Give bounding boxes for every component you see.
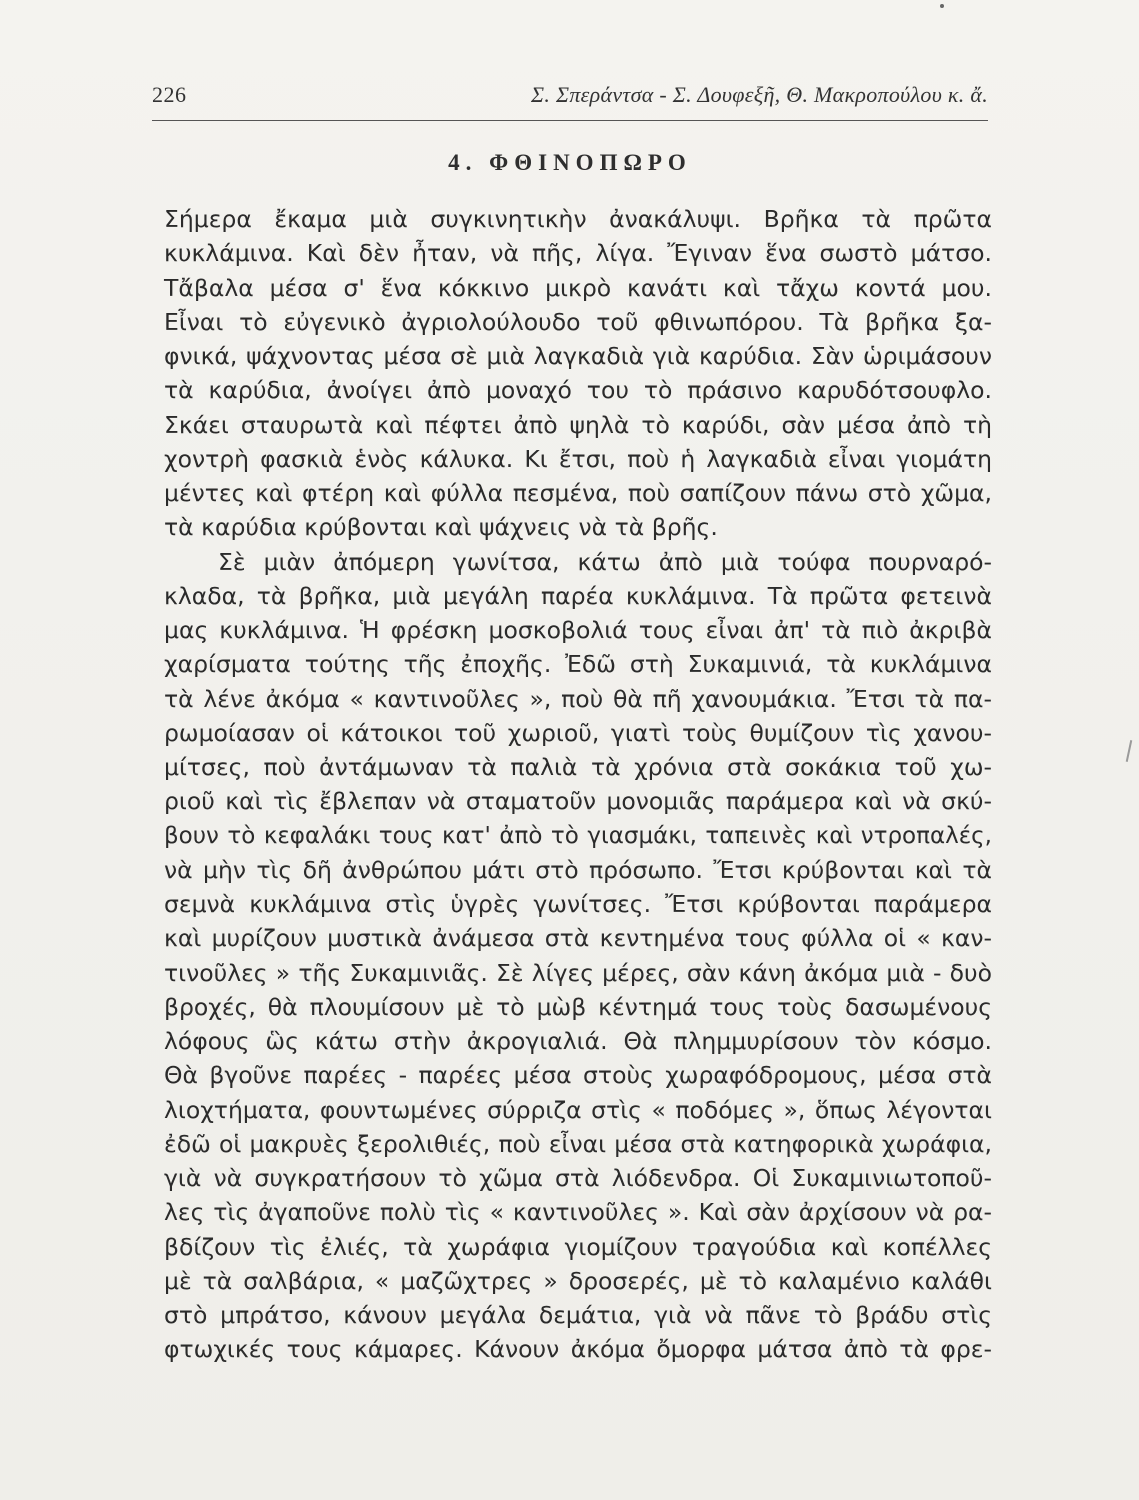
text-line: λόφους ὣς κάτω στὴν ἀκρογιαλιά. Θὰ πλημμυρίσουν τὸν κόσμο. [164,1027,992,1055]
text-line: Εἶναι τὸ εὐγενικὸ ἀγριολούλουδο τοῦ φθινωπόρου. Τὰ βρῆκα ξα- [164,307,992,336]
text-line: φνικά, ψάχνοντας μέσα σὲ μιὰ λαγκαδιὰ γιὰ καρύδια. Σὰν ὡριμάσουν [164,342,992,370]
text-line: Σὲ μιὰν ἀπόμερη γωνίτσα, κάτω ἀπὸ μιὰ τούφα πουρναρό- [218,547,992,576]
text-line: κυκλάμινα. Καὶ δὲν ἦταν, νὰ πῆς, λίγα. Ἔγιναν ἕνα σωστὸ μάτσο. [164,239,992,268]
text-line: τινοῦλες » τῆς Συκαμινιᾶς. Σὲ λίγες μέρες, σὰν κάνη ἀκόμα μιὰ - δυὸ [164,958,992,987]
text-line: κλαδα, τὰ βρῆκα, μιὰ μεγάλη παρέα κυκλάμινα. Τὰ πρῶτα φετεινὰ [164,581,992,610]
text-line: ρωμοίασαν οἱ κάτοικοι τοῦ χωριοῦ, γιατὶ τοὺς θυμίζουν τὶς χανου- [164,718,992,747]
section-title: 4. ΦΘΙΝΟΠΩΡΟ [448,150,692,175]
running-head [152,82,988,112]
text-line: γιὰ νὰ συγκρατήσουν τὸ χῶμα στὰ λιόδενδρα. Οἱ Συκαμινιωτοποῦ- [164,1164,992,1192]
text-line: Τἄβαλα μέσα σ' ἕνα κόκκινο μικρὸ κανάτι καὶ τἄχω κοντά μου. [164,273,992,302]
text-line: ἐδῶ οἱ μακρυὲς ξερολιθιές, ποὺ εἶναι μέσα στὰ κατηφορικὰ χωράφια, [164,1129,992,1158]
text-line: χαρίσματα τούτης τῆς ἐποχῆς. Ἐδῶ στὴ Συκαμινιά, τὰ κυκλάμινα [164,650,992,679]
text-line: στὸ μπράτσο, κάνουν μεγάλα δεμάτια, γιὰ νὰ πᾶνε τὸ βράδυ στὶς [164,1301,992,1329]
margin-mark [1126,740,1133,762]
text-line: χοντρὴ φασκιὰ ἑνὸς κάλυκα. Κι ἔτσι, ποὺ ἡ λαγκαδιὰ εἶναι γιομάτη [164,444,992,473]
text-line: τὰ λένε ἀκόμα « καντινοῦλες », ποὺ θὰ πῆ χανουμάκια. Ἔτσι τὰ πα- [164,684,992,713]
text-line: τὰ καρύδια κρύβονται καὶ ψάχνεις νὰ τὰ βρῆς. [164,513,718,542]
text-line: φτωχικές τους κάμαρες. Κάνουν ἀκόμα ὄμορφα μάτσα ἀπὸ τὰ φρε- [164,1335,992,1364]
text-line: μίτσες, ποὺ ἀντάμωναν τὰ παλιὰ τὰ χρόνια στὰ σοκάκια τοῦ χω- [164,753,992,781]
text-line: μὲ τὰ σαλβάρια, « μαζῶχτρες » δροσερές, μὲ τὸ καλαμένιο καλάθι [164,1266,992,1295]
text-line: βουν τὸ κεφαλάκι τους κατ' ἀπὸ τὸ γιασμάκι, ταπεινὲς καὶ ντροπαλές, [164,822,992,849]
text-line: μας κυκλάμινα. Ἡ φρέσκη μοσκοβολιά τους εἶναι ἀπ' τὰ πιὸ ἀκριβὰ [164,616,992,644]
text-line: βροχές, θὰ πλουμίσουν μὲ τὸ μὼβ κέντημά τους τοὺς δασωμένους [164,992,992,1021]
text-line: ριοῦ καὶ τὶς ἔβλεπαν νὰ σταματοῦν μονομιᾶς παράμερα καὶ νὰ σκύ- [164,787,992,816]
ink-speck [940,4,944,8]
running-title: Σ. Σπεράντσα - Σ. Δουφεξῆ, Θ. Μακροπούλου κ. ἄ. [531,82,988,107]
text-line: βδίζουν τὶς ἐλιές, τὰ χωράφια γιομίζουν τραγούδια καὶ κοπέλλες [164,1232,992,1261]
text-line: νὰ μὴν τὶς δῆ ἀνθρώπου μάτι στὸ πρόσωπο. Ἔτσι κρύβονται καὶ τὰ [164,855,992,884]
header-rule [152,120,988,121]
text-line: μέντες καὶ φτέρη καὶ φύλλα πεσμένα, ποὺ σαπίζουν πάνω στὸ χῶμα, [164,479,992,507]
text-line: σεμνὰ κυκλάμινα στὶς ὑγρὲς γωνίτσες. Ἔτσι κρύβονται παράμερα [164,890,992,918]
body-text [164,202,992,1367]
text-line: καὶ μυρίζουν μυστικὰ ἀνάμεσα στὰ κεντημένα τους φύλλα οἱ « καν- [164,924,992,953]
text-line: τὰ καρύδια, ἀνοίγει ἀπὸ μοναχό του τὸ πράσινο καρυδότσουφλο. [164,376,992,405]
text-line: λες τὶς ἀγαποῦνε πολὺ τὶς « καντινοῦλες ». Καὶ σὰν ἀρχίσουν νὰ ρα- [164,1198,992,1227]
text-line: Θὰ βγοῦνε παρέες - παρέες μέσα στοὺς χωραφόδρομους, μέσα στὰ [164,1061,992,1090]
page-number: 226 [152,82,187,107]
text-line: Σκάει σταυρωτὰ καὶ πέφτει ἀπὸ ψηλὰ τὸ καρύδι, σὰν μέσα ἀπὸ τὴ [164,410,992,439]
text-line: λιοχτήματα, φουντωμένες σύρριζα στὶς « ποδόμες », ὅπως λέγονται [164,1095,992,1124]
text-line: Σήμερα ἔκαμα μιὰ συγκινητικὴν ἀνακάλυψι. Βρῆκα τὰ πρῶτα [164,205,992,233]
